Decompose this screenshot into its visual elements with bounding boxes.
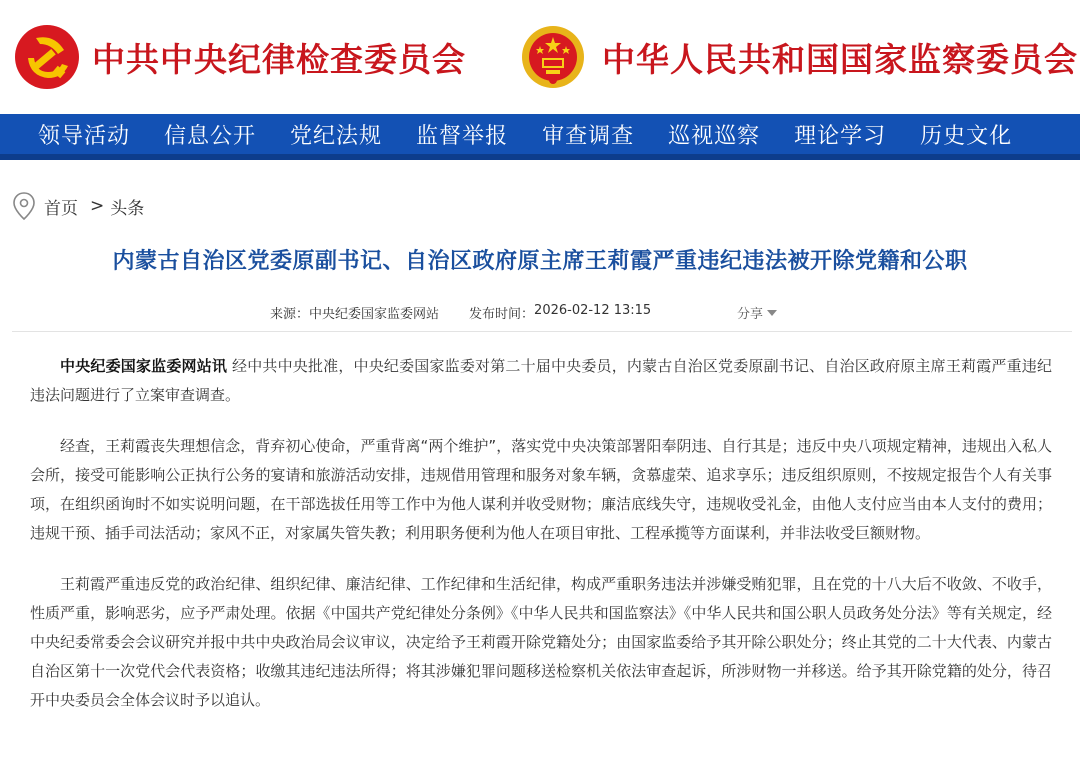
article-body <box>30 352 1052 737</box>
divider <box>12 331 1072 332</box>
nav-bottom-border <box>0 154 1080 160</box>
time-label: 发布时间： <box>469 307 535 322</box>
national-emblem-icon <box>520 24 586 90</box>
main-nav <box>0 114 1080 154</box>
location-pin-icon <box>12 191 36 221</box>
article-title: 内蒙古自治区党委原副书记、自治区政府原主席王莉霞严重违纪违法被开除党籍和公职 <box>112 249 968 274</box>
nav-item-regulations[interactable]: 党纪法规 <box>290 123 383 149</box>
source-label: 来源： <box>270 307 310 322</box>
nav-item-reporting[interactable]: 监督举报 <box>416 123 509 149</box>
article-meta <box>270 303 651 322</box>
source-value: 中央纪委国家监委网站 <box>309 307 440 322</box>
brand-nsc[interactable] <box>520 24 1078 90</box>
paragraph-lead <box>30 352 1052 410</box>
paragraph-decision: 王莉霞严重违反党的政治纪律、组织纪律、廉洁纪律、工作纪律和生活纪律，构成严重职务违法并涉嫌受贿犯罪，且在党的十八大后不收敛、不收手，性质严重，影响恶劣，应予严肃处理。依据《中国共产党纪律处分条例》《中华人民共和国监察法》《中华人民共和国公职人员政务处分法》等有关规定，经中央纪委常委会会议研究并报中共中央政治局会议审议，决定给予王莉霞开除党籍处分；由国家监委给予其开除公职处分；终止其党的二十大代表、内蒙古自治区第十一次党代会代表资格；收缴其违纪违法所得；将其涉嫌犯罪问题移送检察机关依法审查起诉，所涉财物一并移送。给予其开除党籍的处分，待召开中央委员会全体会议时予以追认。 <box>30 575 1052 709</box>
breadcrumb-current[interactable]: 头条 <box>110 198 145 219</box>
nav-item-history[interactable]: 历史文化 <box>920 123 1013 149</box>
breadcrumb-home[interactable]: 首页 <box>44 198 78 219</box>
nav-item-info-disclosure[interactable]: 信息公开 <box>164 123 257 149</box>
lead-source-tag: 中央纪委国家监委网站讯 <box>60 357 228 375</box>
party-emblem-icon <box>14 24 80 90</box>
paragraph-findings: 经查，王莉霞丧失理想信念，背弃初心使命，严重背离“两个维护”，落实党中央决策部署阳奉阴违、自行其是；违反中央八项规定精神，违规出入私人会所，接受可能影响公正执行公务的宴请和旅游活动安排，违规借用管理和服务对象车辆，贪慕虚荣、追求享乐；违反组织原则，不按规定报告个人有关事项，在组织函询时不如实说明问题，在干部选拔任用等工作中为他人谋利并收受财物；廉洁底线失守，违规收受礼金，由他人支付应当由本人支付的费用；违规干预、插手司法活动；家风不正，对家属失管失教；利用职务便利为他人在项目审批、工程承揽等方面谋利，并非法收受巨额财物。 <box>30 437 1052 542</box>
nav-item-inspections[interactable]: 巡视巡察 <box>668 123 761 149</box>
chevron-down-icon <box>767 310 777 316</box>
time-value: 2026-02-12 13:15 <box>534 303 652 318</box>
nav-item-theory[interactable]: 理论学习 <box>794 123 887 149</box>
breadcrumb-separator: > <box>90 196 105 216</box>
brand-ccdi-name: 中共中央纪律检查委员会 <box>92 39 466 79</box>
share-button[interactable] <box>737 303 777 322</box>
nav-item-leadership[interactable]: 领导活动 <box>38 123 131 149</box>
nav-item-investigations[interactable]: 审查调查 <box>542 123 635 149</box>
breadcrumb <box>12 191 144 221</box>
brand-nsc-name: 中华人民共和国国家监察委员会 <box>602 39 1078 79</box>
share-label: 分享 <box>737 307 764 322</box>
lead-text: 经中共中央批准，中央纪委国家监委对第二十届中央委员，内蒙古自治区党委原副书记、自治区政府原主席王莉霞严重违纪违法问题进行了立案审查调查。 <box>30 357 1052 404</box>
site-header <box>0 0 1080 114</box>
brand-ccdi[interactable] <box>14 24 466 90</box>
